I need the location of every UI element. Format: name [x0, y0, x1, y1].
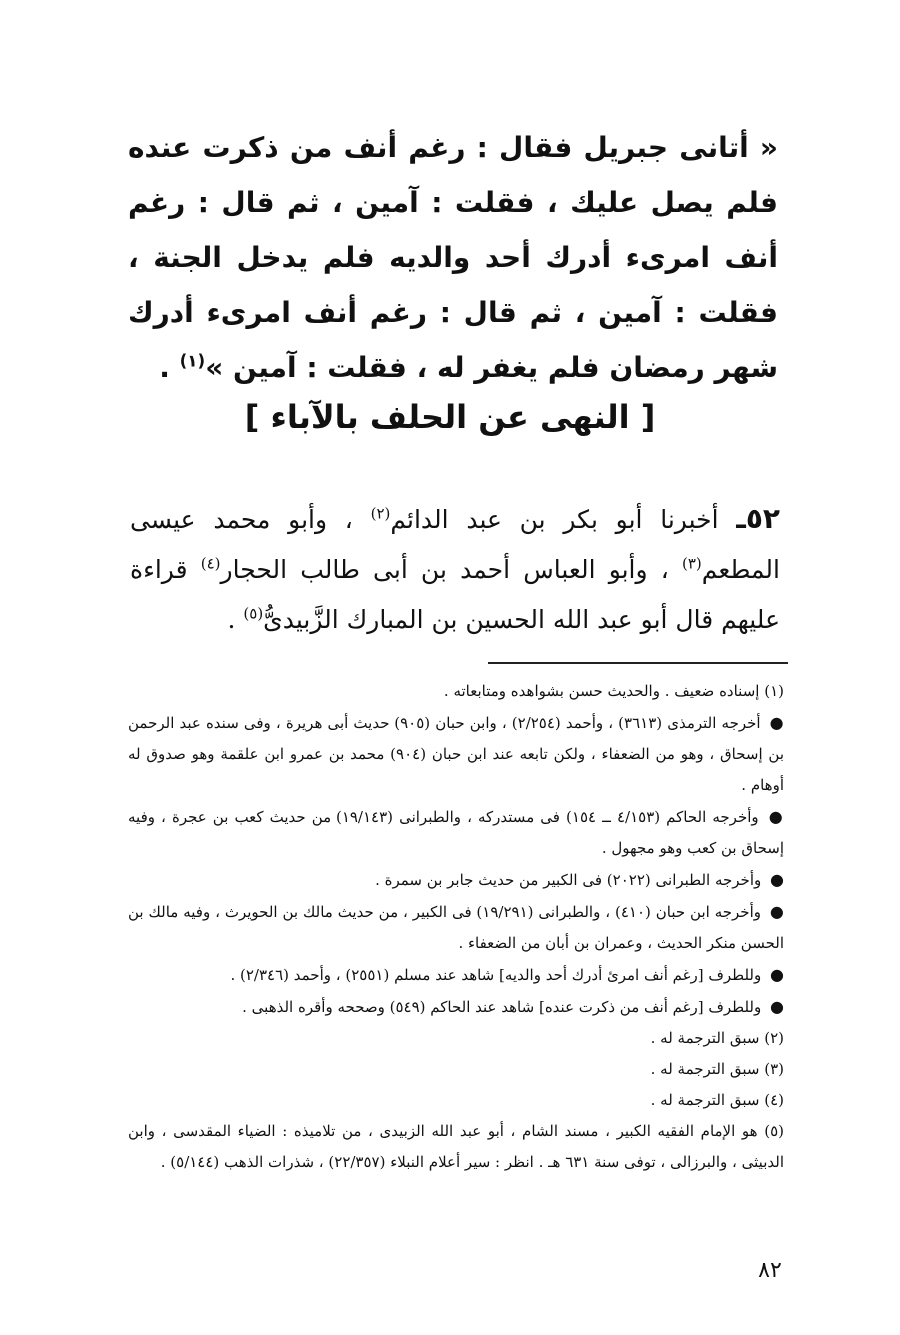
- footnote: [128, 1085, 784, 1116]
- bullet-icon: ●: [768, 807, 784, 826]
- footnote-marker: (١): [764, 682, 784, 700]
- chain-part: قراءة عليهم قال أبو عبد الله الحسين بن المبارك الزَّبيدىُّ: [130, 555, 780, 634]
- footnote-text: هو الإمام الفقيه الكبير ، مسند الشام ، أبو عبد الله الزبيدى ، من تلاميذه : الضياء المقدسى ، وابن الدبيثى ، والبرزالى ، توفى سنة ٦٣١ هـ . انظر : سير أعلام النبلاء (٢٢/٣٥٧) ، شذرات الذهب (٥/١٤٤) .: [128, 1122, 784, 1171]
- bullet-icon: ●: [770, 997, 784, 1016]
- bullet-icon: ●: [769, 902, 784, 921]
- footnote-ref: (٥): [243, 604, 264, 623]
- footnote: [128, 864, 784, 896]
- bullet-icon: ●: [770, 965, 784, 984]
- footnote-ref: (٣): [681, 554, 702, 573]
- chain-part: ، وأبو العباس أحمد بن أبى طالب الحجار: [220, 555, 682, 584]
- footnote: [128, 896, 784, 959]
- footnote-text: سبق الترجمة له .: [650, 1029, 760, 1047]
- footnote-marker: (٤): [764, 1091, 784, 1109]
- chapter-heading: [ النهى عن الحلف بالآباء ]: [244, 398, 656, 436]
- entry-number: ٥٢ـ: [736, 502, 781, 535]
- footnotes: [128, 676, 784, 1178]
- footnote-text: وللطرف [رغم أنف من ذكرت عنده] شاهد عند الحاكم (٥٤٩) وصححه وأقره الذهبى .: [242, 998, 762, 1016]
- footnote-ref: (٢): [370, 504, 391, 523]
- footnote-text: أخرجه الترمذى (٣٦١٣) ، وأحمد (٢/٢٥٤) ، وابن حبان (٩٠٥) حديث أبى هريرة ، وفى سنده عبد الرحمن بن إسحاق ، وهو من الضعفاء ، ولكن تابعه عند ابن حبان (٩٠٤) محمد بن عمرو ابن علقمة وهو صدوق له أوهام .: [128, 714, 784, 794]
- page-number: ٨٢: [758, 1258, 782, 1283]
- footnote-text: وأخرجه الحاكم (٤/١٥٣ ــ ١٥٤) فى مستدركه ، والطبرانى (١٩/١٤٣) من حديث كعب بن عجرة ، وفيه إسحاق بن كعب وهو مجهول .: [128, 808, 784, 857]
- footnote-marker: (٣): [764, 1060, 784, 1078]
- footnote: [128, 801, 784, 864]
- hadith-end: .: [159, 351, 180, 384]
- footnote: [128, 1054, 784, 1085]
- footnote: [128, 707, 784, 801]
- footnote-text: وللطرف [رغم أنف امرئ أدرك أحد والديه] شاهد عند مسلم (٢٥٥١) ، وأحمد (٢/٣٤٦) .: [230, 966, 762, 984]
- footnote: [128, 676, 784, 707]
- footnote-separator: [488, 662, 788, 664]
- footnote: [128, 991, 784, 1023]
- bullet-icon: ●: [770, 870, 784, 889]
- chain-part: .: [227, 605, 244, 634]
- footnote: [128, 959, 784, 991]
- bullet-icon: ●: [769, 713, 784, 732]
- hadith-text: [128, 120, 778, 395]
- footnote-text: إسناده ضعيف . والحديث حسن بشواهده ومتابعاته .: [443, 682, 760, 700]
- chain-part: أخبرنا أبو بكر بن عبد الدائم: [390, 505, 737, 534]
- footnote: [128, 1023, 784, 1054]
- footnote-ref: (١): [179, 350, 206, 371]
- footnote-ref: (٤): [200, 554, 221, 573]
- footnote-text: سبق الترجمة له .: [650, 1091, 760, 1109]
- footnote-marker: (٢): [764, 1029, 784, 1047]
- footnote-text: وأخرجه ابن حبان (٤١٠) ، والطبرانى (١٩/٢٩١) فى الكبير ، من حديث مالك بن الحويرث ، وفيه مالك بن الحسن منكر الحديث ، وعمران بن أبان من الضعفاء .: [128, 903, 784, 952]
- hadith-body: « أتانى جبريل فقال : رغم أنف من ذكرت عنده فلم يصل عليك ، فقلت : آمين ، ثم قال : رغم أنف امرىء أدرك أحد والديه فلم يدخل الجنة ، فقلت : آمين ، ثم قال : رغم أنف امرىء أدرك شهر رمضان فلم يغفر له ، فقلت : آمين »: [128, 131, 778, 384]
- footnote: [128, 1116, 784, 1178]
- footnote-text: وأخرجه الطبرانى (٢٠٢٢) فى الكبير من حديث جابر بن سمرة .: [375, 871, 762, 889]
- narration-chain: [130, 494, 780, 645]
- footnote-text: سبق الترجمة له .: [650, 1060, 760, 1078]
- chain-part: ، وأبو محمد عيسى المطعم: [130, 505, 780, 584]
- footnote-marker: (٥): [764, 1122, 784, 1140]
